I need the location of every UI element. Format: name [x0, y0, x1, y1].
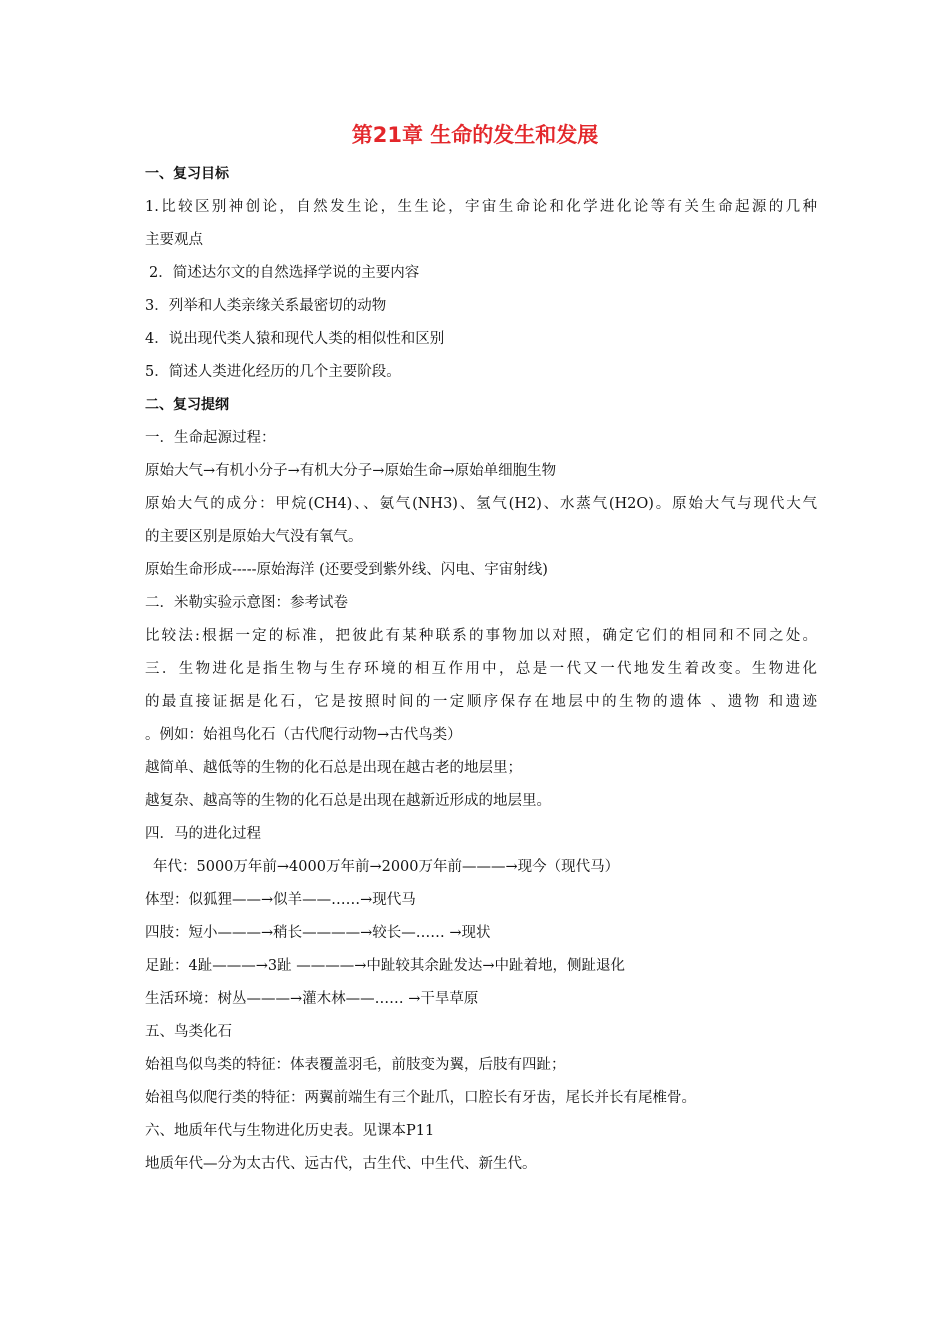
text-line: 5．简述人类进化经历的几个主要阶段。 [145, 364, 401, 380]
document-body [145, 158, 817, 1181]
text-line: 原始大气→有机小分子→有机大分子→原始生命→原始单细胞生物 [145, 463, 557, 479]
text-line: 越复杂、越高等的生物的化石总是出现在越新近形成的地层里。 [145, 793, 551, 809]
text-line: 的最直接证据是化石，它是按照时间的一定顺序保存在地层中的生物的遗体 、遗物 和遗迹 [145, 694, 817, 710]
text-line: 足趾：4趾———→3趾 ————→中趾较其余趾发达→中趾着地，侧趾退化 [145, 958, 626, 974]
text-line: 体型：似狐狸——→似羊——……→现代马 [145, 892, 416, 908]
text-line: 。例如：始祖鸟化石（古代爬行动物→古代鸟类） [145, 727, 462, 743]
text-line: 1.比较区别神创论，自然发生论，生生论，宇宙生命论和化学进化论等有关生命起源的几种 [145, 199, 817, 215]
text-line: 越简单、越低等的生物的化石总是出现在越古老的地层里； [145, 760, 522, 776]
text-line: 3．列举和人类亲缘关系最密切的动物 [145, 298, 387, 314]
text-line: 4．说出现代类人猿和现代人类的相似性和区别 [145, 331, 445, 347]
text-line: 年代：5000万年前→4000万年前→2000万年前———→现今（现代马） [153, 859, 620, 875]
section-heading: 二、复习提纲 [145, 397, 229, 413]
text-line: 的主要区别是原始大气没有氧气。 [145, 529, 363, 545]
text-line: 比较法:根据一定的标准，把彼此有某种联系的事物加以对照，确定它们的相同和不同之处。 [145, 628, 817, 644]
text-line: 原始生命形成-----原始海洋 (还要受到紫外线、闪电、宇宙射线) [145, 562, 548, 578]
text-line: 五、鸟类化石 [145, 1024, 232, 1040]
text-line: 四．马的进化过程 [145, 826, 261, 842]
text-line: 主要观点 [145, 232, 203, 248]
text-line: 二．米勒实验示意图：参考试卷 [145, 595, 348, 611]
text-line: 2．简述达尔文的自然选择学说的主要内容 [149, 265, 420, 281]
text-line: 三．生物进化是指生物与生存环境的相互作用中，总是一代又一代地发生着改变。生物进化 [145, 661, 817, 677]
text-line: 地质年代—分为太古代、远古代，古生代、中生代、新生代。 [145, 1156, 537, 1172]
text-line: 始祖鸟似鸟类的特征：体表覆盖羽毛，前肢变为翼，后肢有四趾； [145, 1057, 566, 1073]
section-heading: 一、复习目标 [145, 166, 229, 182]
text-line: 四肢：短小———→稍长————→较长—…… →现状 [145, 925, 491, 941]
text-line: 一．生命起源过程： [145, 430, 276, 446]
text-line: 六、地质年代与生物进化历史表。见课本P11 [145, 1123, 435, 1139]
text-line: 原始大气的成分：甲烷(CH4)、、氨气(NH3)、氢气(H2)、水蒸气(H2O)。原始大气与现代大气 [145, 496, 817, 512]
text-line: 始祖鸟似爬行类的特征：两翼前端生有三个趾爪，口腔长有牙齿，尾长并长有尾椎骨。 [145, 1090, 696, 1106]
text-line: 生活环境：树丛———→灌木林——…… →干旱草原 [145, 991, 479, 1007]
page-title: 第21章 生命的发生和发展 [351, 123, 599, 147]
